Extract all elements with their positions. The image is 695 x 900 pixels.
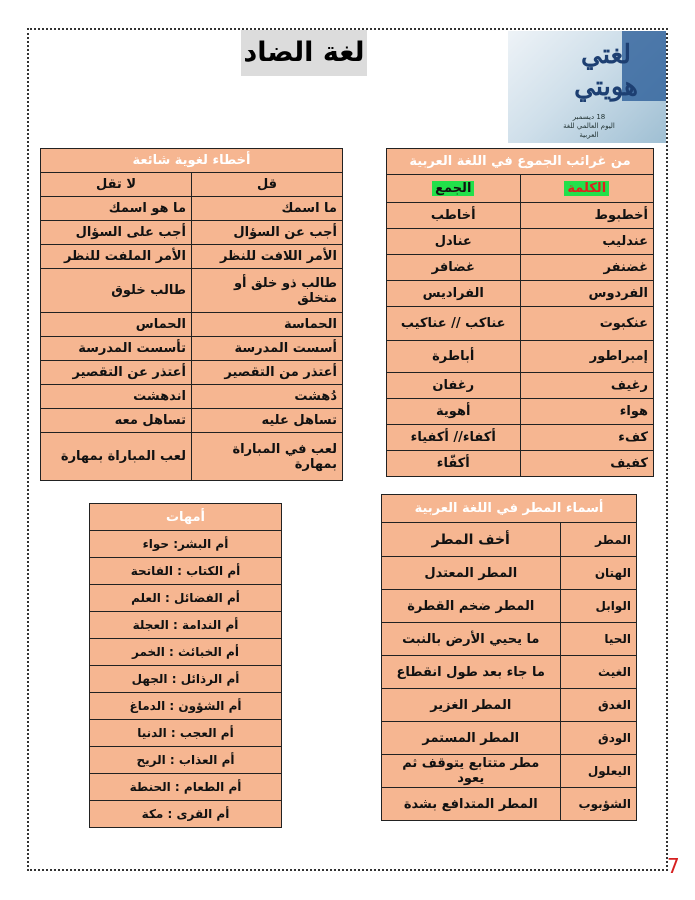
mothers-row [90,774,282,801]
rain-desc-cell: المطر المتدافع بشدة [382,788,561,821]
mistakes-say-cell: طالب ذو خلق أو متخلق [192,269,343,313]
mistakes-dont-cell: ما هو اسمك [41,197,192,221]
mistakes-caption: أخطاء لغوية شائعة [41,149,343,173]
plurals-word-cell: إمبراطور [520,341,654,373]
rain-header-desc: أخف المطر [382,523,561,557]
rain-row [382,755,637,788]
rain-name-cell: الغيث [560,656,637,689]
plurals-row [387,229,654,255]
mothers-row [90,612,282,639]
mistakes-say-cell: أجب عن السؤال [192,221,343,245]
mistakes-header-dont: لا تقل [41,173,192,197]
plurals-word-cell: أخطبوط [520,203,654,229]
mothers-cell: أم الشؤون : الدماغ [90,693,282,720]
mistakes-say-cell: أسست المدرسة [192,337,343,361]
mothers-row [90,639,282,666]
rain-row [382,623,637,656]
mothers-row [90,558,282,585]
plurals-plural-cell: عنادل [387,229,521,255]
plurals-table [386,148,654,477]
logo-caption: 18 ديسمبر اليوم العالمي للغة العربية [563,113,615,139]
mothers-row [90,693,282,720]
plurals-plural-cell: عناكب // عناكيب [387,307,521,341]
mistakes-table [40,148,343,481]
mistakes-dont-cell: أعتذر عن التقصير [41,361,192,385]
mistakes-row [41,245,343,269]
rain-name-cell: الهتان [560,557,637,590]
rain-caption: أسماء المطر في اللغة العربية [382,495,637,523]
page-number: 7 [667,854,680,878]
mistakes-row [41,221,343,245]
mothers-row [90,531,282,558]
plurals-word-cell: هواء [520,399,654,425]
mistakes-row [41,409,343,433]
rain-desc-cell: المطر المستمر [382,722,561,755]
plurals-word-cell: عندليب [520,229,654,255]
mistakes-header-say: قل [192,173,343,197]
plurals-row [387,281,654,307]
plurals-word-cell: عنكبوت [520,307,654,341]
plurals-header-plural: الجمع [387,175,521,203]
plurals-plural-cell: أكفّاء [387,451,521,477]
mistakes-say-cell: أعتذر من التقصير [192,361,343,385]
mothers-cell: أم الخبائث : الخمر [90,639,282,666]
mistakes-dont-cell: الحماس [41,313,192,337]
mothers-table [89,503,282,828]
plurals-plural-cell: رغفان [387,373,521,399]
plurals-row [387,341,654,373]
plurals-word-cell: كفيف [520,451,654,477]
rain-desc-cell: المطر المعتدل [382,557,561,590]
mothers-cell: أم الفضائل : العلم [90,585,282,612]
mothers-row [90,666,282,693]
plurals-plural-cell: أباطرة [387,341,521,373]
plurals-word-cell: الفردوس [520,281,654,307]
rain-row [382,557,637,590]
mistakes-dont-cell: تساهل معه [41,409,192,433]
mothers-row [90,801,282,828]
plurals-word-cell: كفء [520,425,654,451]
mothers-row [90,720,282,747]
plurals-row [387,307,654,341]
mistakes-say-cell: الحماسة [192,313,343,337]
mothers-row [90,585,282,612]
rain-desc-cell: المطر ضخم القطرة [382,590,561,623]
rain-desc-cell: مطر متتابع يتوقف ثم يعود [382,755,561,788]
plurals-plural-cell: أهوية [387,399,521,425]
mothers-cell: أم البشر: حواء [90,531,282,558]
mothers-cell: أم الطعام : الحنطة [90,774,282,801]
mistakes-row [41,337,343,361]
mistakes-dont-cell: الأمر الملفت للنظر [41,245,192,269]
mothers-cell: أم العذاب : الريح [90,747,282,774]
mothers-cell: أم العجب : الدنيا [90,720,282,747]
mistakes-dont-cell: أجب على السؤال [41,221,192,245]
rain-row [382,788,637,821]
rain-desc-cell: المطر الغزير [382,689,561,722]
mistakes-say-cell: لعب في المباراة بمهارة [192,433,343,481]
plurals-row [387,203,654,229]
logo-image [508,31,666,143]
mothers-cell: أم الندامة : العجلة [90,612,282,639]
mothers-cell: أم الرذائل : الجهل [90,666,282,693]
rain-name-cell: الغدق [560,689,637,722]
mistakes-dont-cell: تأسست المدرسة [41,337,192,361]
mistakes-say-cell: الأمر اللافت للنظر [192,245,343,269]
mistakes-row [41,361,343,385]
logo-text: لغتي هويتي [574,40,638,102]
plurals-word-cell: غضنفر [520,255,654,281]
plurals-row [387,399,654,425]
rain-header-name: المطر [560,523,637,557]
plurals-row [387,451,654,477]
page-title: لغة الضاد [241,30,367,76]
plurals-caption: من غرائب الجموع في اللغة العربية [387,149,654,175]
mistakes-row [41,313,343,337]
mistakes-dont-cell: اندهشت [41,385,192,409]
mistakes-say-cell: تساهل عليه [192,409,343,433]
plurals-row [387,373,654,399]
plurals-plural-cell: غضافر [387,255,521,281]
mistakes-row [41,269,343,313]
mothers-cell: أم القرى : مكة [90,801,282,828]
mistakes-say-cell: ما اسمك [192,197,343,221]
rain-row [382,590,637,623]
mistakes-row [41,197,343,221]
plurals-plural-cell: أخاطب [387,203,521,229]
plurals-plural-cell: الفراديس [387,281,521,307]
mothers-caption: أمهات [90,504,282,531]
mothers-cell: أم الكتاب : الفاتحة [90,558,282,585]
rain-row [382,656,637,689]
rain-name-cell: الودق [560,722,637,755]
plurals-plural-cell: أكفاء// أكفياء [387,425,521,451]
mistakes-say-cell: دُهشت [192,385,343,409]
mistakes-row [41,385,343,409]
plurals-row [387,425,654,451]
rain-name-cell: اليعلول [560,755,637,788]
rain-name-cell: الوابل [560,590,637,623]
rain-desc-cell: ما جاء بعد طول انقطاع [382,656,561,689]
plurals-header-word: الكلمة [520,175,654,203]
rain-desc-cell: ما يحيي الأرض بالنبت [382,623,561,656]
plurals-row [387,255,654,281]
rain-row [382,689,637,722]
rain-table [381,494,637,821]
mistakes-dont-cell: لعب المباراة بمهارة [41,433,192,481]
mistakes-row [41,433,343,481]
mothers-row [90,747,282,774]
rain-row [382,722,637,755]
rain-name-cell: الشؤبوب [560,788,637,821]
plurals-word-cell: رغيف [520,373,654,399]
rain-name-cell: الحيا [560,623,637,656]
mistakes-dont-cell: طالب خلوق [41,269,192,313]
